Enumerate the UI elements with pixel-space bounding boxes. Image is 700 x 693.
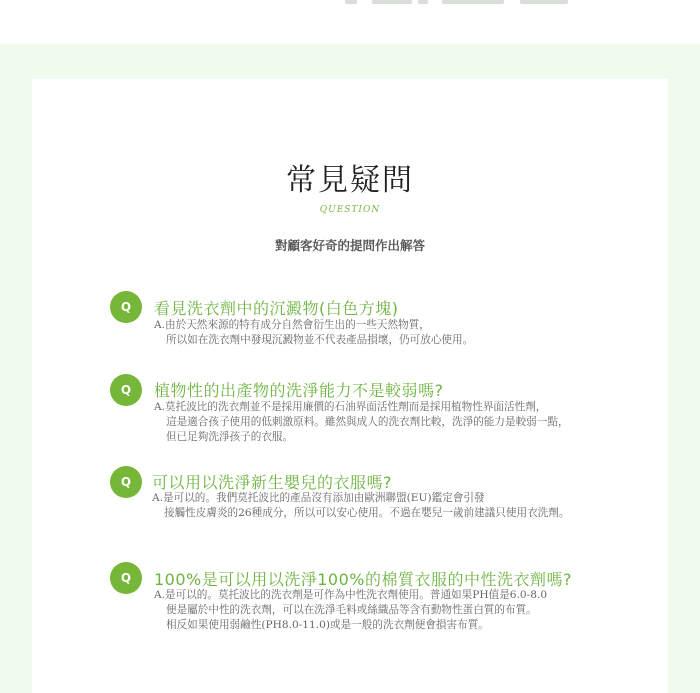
faq-question: 植物性的出產物的洗淨能力不是較弱嗎? [154, 381, 444, 400]
faq-answer [154, 318, 473, 348]
answer-line: A.莫托波比的洗衣劑並不是採用廉價的石油界面活性劑而是採用植物性界面活性劑， [154, 401, 547, 413]
q-badge-icon: Q [110, 374, 142, 406]
answer-line: 這是適合孩子使用的低刺激原料。雖然與成人的洗衣劑比較，洗淨的能力是較弱一點， [166, 416, 569, 428]
faq-answer [152, 491, 569, 521]
faint-mark [345, 0, 357, 4]
answer-line: A.由於天然來源的特有成分自然會衍生出的一些天然物質， [154, 319, 430, 331]
page-title: 常見疑問 [286, 163, 414, 198]
faint-mark [372, 0, 412, 4]
answer-line: 但已足夠洗淨孩子的衣服。 [166, 431, 294, 443]
page-subtitle: QUESTION [319, 205, 381, 215]
faint-mark [442, 0, 504, 4]
answer-line: 相反如果使用弱鹼性(PH8.0-11.0)或是一般的洗衣劑便會損害布質。 [166, 619, 489, 631]
answer-line: 接觸性皮膚炎的26種成分，所以可以安心使用。不過在嬰兒一歲前建議只使用衣洗劑。 [164, 507, 570, 519]
q-badge-icon: Q [110, 291, 142, 323]
top-strip [0, 0, 700, 44]
faq-answer [154, 400, 569, 445]
faq-question: 看見洗衣劑中的沉澱物(白色方塊) [154, 299, 399, 318]
answer-line: A.是可以的。莫托波比的洗衣劑是可作為中性洗衣劑使用。普通如果PH值是6.0-8.0 [154, 589, 548, 601]
q-badge-icon: Q [110, 562, 142, 594]
answer-line: A.是可以的。我們莫托波比的產品沒有添加由歐洲聯盟(EU)鑑定會引發 [152, 492, 485, 504]
page-intro: 對顧客好奇的提問作出解答 [274, 238, 425, 253]
faq-answer [154, 588, 547, 633]
faint-mark [418, 0, 428, 4]
q-badge-icon: Q [110, 466, 142, 498]
faq-question: 可以用以洗淨新生嬰兒的衣服嗎? [152, 473, 392, 492]
answer-line: 便是屬於中性的洗衣劑，可以在洗淨毛料或絲織品等含有動物性蛋白質的布質。 [166, 604, 537, 616]
faint-mark [520, 0, 568, 4]
answer-line: 所以如在洗衣劑中發現沉澱物並不代表產品損壞，仍可放心使用。 [166, 334, 474, 346]
faq-question: 100%是可以用以洗淨100%的棉質衣服的中性洗衣劑嗎? [154, 570, 572, 589]
